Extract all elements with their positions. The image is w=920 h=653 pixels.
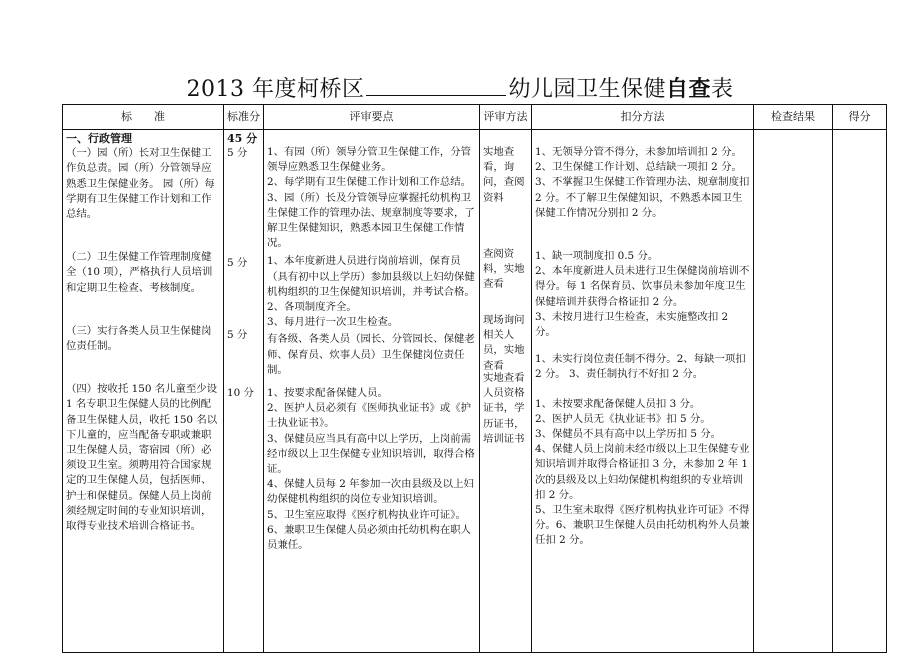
col-header-got: 得分 [833,105,887,130]
table-row [63,130,887,653]
method-cell [480,130,532,653]
title-blank-line [366,75,506,96]
points-4: 1、按要求配备保健人员。 2、医护人员必须有《医师执业证书》或《护士执业证书》。 3、保健员应当具有高中以上学历，上岗前需经市级以上卫生保健专业知识培训，取得合格证。 4、保健人员每 2 年参加一次由县级及以上妇幼保健机构组织的岗位专业知识培训。 5、卫生室应取得《医疗机构执业许可证》。 6、兼职卫生保健人员必须由托幼机构在职人员兼任。 [267,387,475,552]
score-1: 5 分 [227,147,248,160]
col-header-standard: 标 准 [63,105,224,130]
deduct-cell [532,130,754,653]
col-header-points: 评审要点 [264,105,480,130]
score-cell [224,130,264,653]
score-4: 10 分 [227,387,254,400]
check-result-cell[interactable] [754,130,833,653]
points-cell [264,130,480,653]
standard-cell [63,130,224,653]
score-2: 5 分 [227,257,248,270]
deduct-4: 1、未按要求配备保健人员扣 3 分。 2、医护人员无《执业证书》扣 5 分。 3、保健员不具有高中以上学历扣 5 分。 4、保健人员上岗前未经市级以上卫生保健专业知识培训并取得合格证扣 3 分，未参加 2 年 1 次的县级及以上妇幼保健机构组织的专业培训扣 2 分。 5、卫生室未取得《医疗机构执业许可证》不得分。6、兼职卫生保健人员由托幼机构外人员兼任扣 2 分。 [535,397,750,547]
deduct-2: 1、缺一项制度扣 0.5 分。 2、本年度新进人员未进行卫生保健岗前培训不得分。每 1 名保育员、饮事员未参加年度卫生保健培训并获得合格证扣 2 分。 3、未按月进行卫生检查，未实施整改扣 2 分。 [535,250,750,339]
standard-1: （一）园（所）长对卫生保健工作负总责。园（所）分管领导应熟悉卫生保健业务。 园（所）每学期有卫生保健工作计划和工作总结。 [66,147,215,221]
col-header-result: 检查结果 [754,105,833,130]
standard-2: （二）卫生保健工作管理制度健全（10 项），严格执行人员培训和定期卫生检查、考核制度。 [66,251,213,294]
title-prefix: 2013 年度柯桥区 [186,77,365,102]
col-header-score: 标准分 [224,105,264,130]
col-header-deduct: 扣分方法 [532,105,754,130]
got-score-cell[interactable] [833,130,887,653]
method-4: 实地查看人员资格证书，学历证书，培训证书 [483,372,525,445]
page-title [0,72,920,103]
section-score: 45 分 [227,132,258,145]
method-1: 实地查看，询问，查阅资料 [483,146,525,204]
deduct-3: 1、未实行岗位责任制不得分。2、每缺一项扣 2 分。 3、责任制执行不好扣 2 分。 [535,353,746,381]
points-1: 1、有园（所）领导分管卫生保健工作，分管领导应熟悉卫生保健业务。 2、每学期有卫生保健工作计划和工作总结。 3、园（所）长及分管领导应掌握托幼机构卫生保健工作的管理办法、规章制度等要求，了解卫生保健知识，熟悉本园卫生保健工作情况。 [267,146,475,250]
self-check-table [62,104,887,653]
standard-3: （三）实行各类人员卫生保健岗位责任制。 [66,324,212,353]
points-2: 1、本年度新进人员进行岗前培训，保育员（具有初中以上学历）参加县级以上妇幼保健机构组织的卫生保健知识培训，并考试合格。 2、各项制度齐全。 3、每月进行一次卫生检查。 [267,255,475,329]
header-row [63,105,887,130]
score-3: 5 分 [227,329,248,342]
standard-4: （四）按收托 150 名儿童至少设 1 名专职卫生保健人员的比例配备卫生保健人员，收托 150 名以下儿童的，应当配备专职或兼职卫生保健人员，寄宿园（所）必须设卫生室。须聘用符合国家规定的卫生保健人员，包括医师、护士和保健员。保健人员上岗前须经规定时间的专业知识培训，取得专业技术培训合格证书。 [66,383,218,533]
col-header-method: 评审方法 [480,105,532,130]
method-3: 现场询问相关人员，实地查看 [483,314,525,372]
title-suffix-c: 表 [711,77,734,102]
deduct-1: 1、无领导分管不得分，未参加培训扣 2 分。 2、卫生保健工作计划、总结缺一项扣 2 分。 3、不掌握卫生保健工作管理办法、规章制度扣 2 分。不了解卫生保健知识，不熟悉本园卫生保健工作情况分别扣 2 分。 [535,146,750,219]
section-name: 一、行政管理 [66,132,132,145]
title-suffix-b: 自查 [665,76,711,102]
points-3: 有各级、各类人员（园长、分管园长、保健老师、保育员、炊事人员）卫生保健岗位责任制。 [267,333,475,376]
title-suffix-a: 幼儿园卫生保健 [508,77,666,102]
method-2: 查阅资料，实地查看 [483,248,525,291]
